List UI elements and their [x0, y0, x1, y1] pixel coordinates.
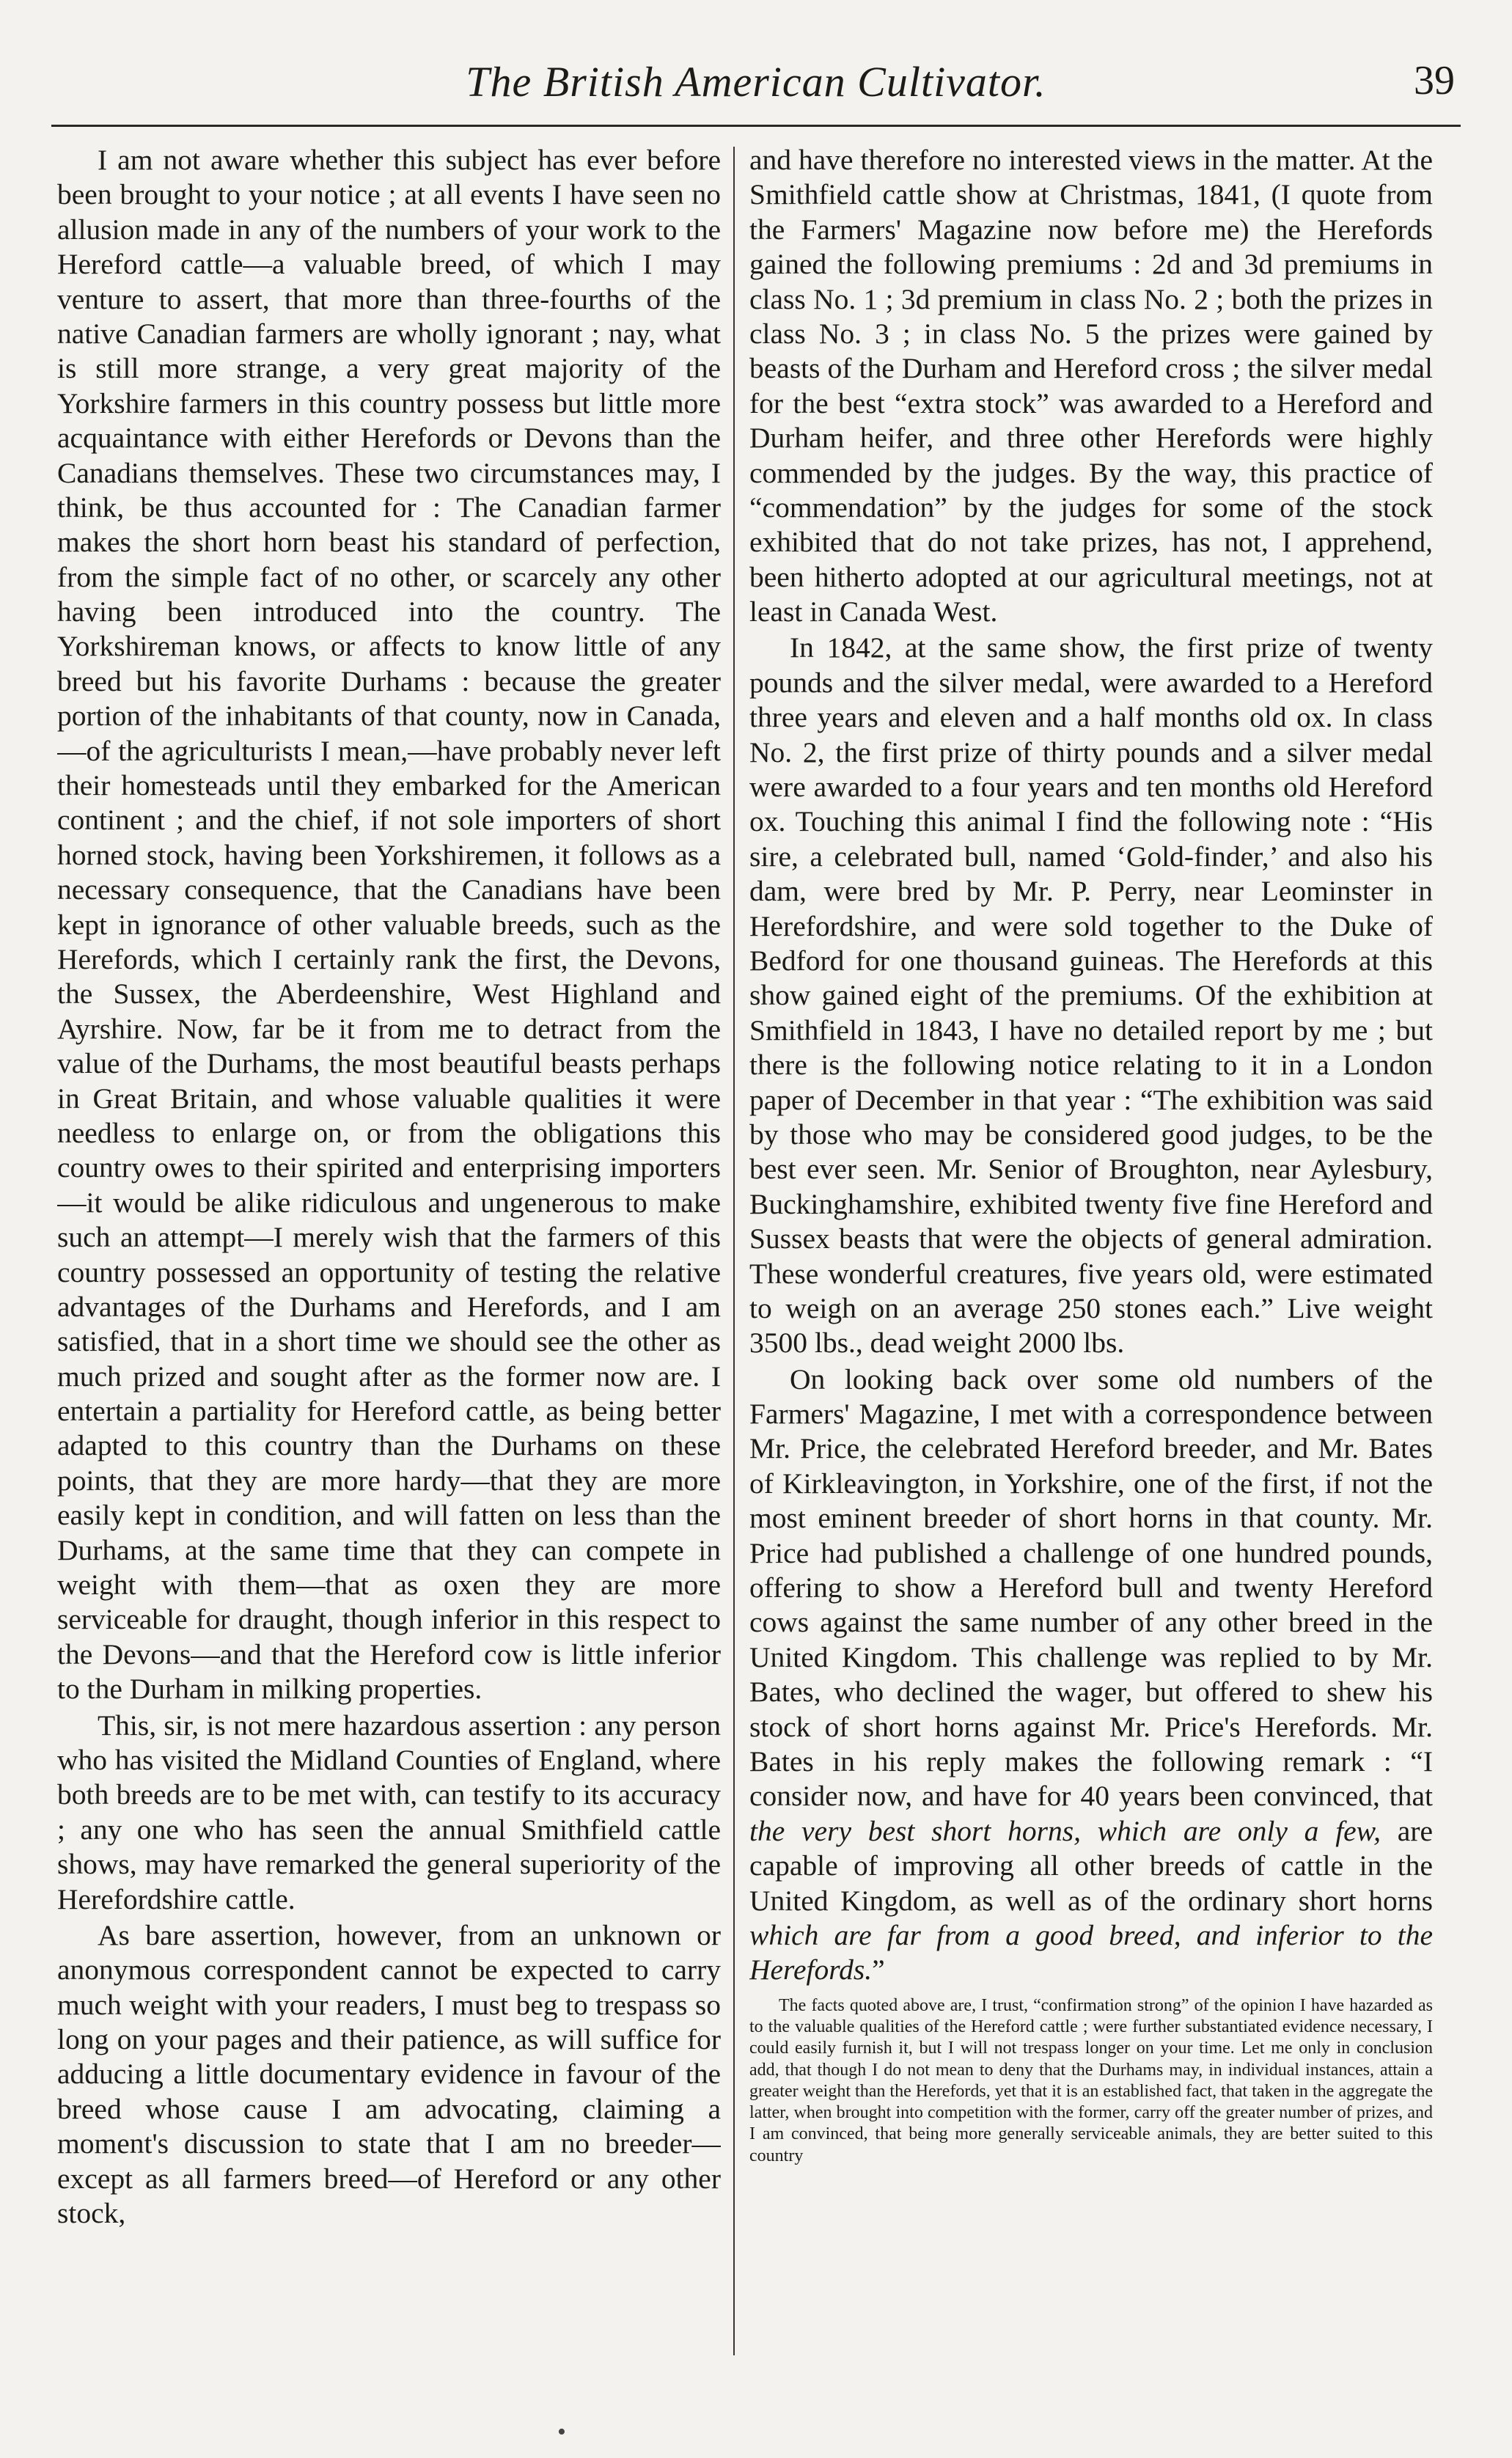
footer-mark: •: [557, 2418, 566, 2446]
page-header: [51, 44, 1461, 127]
left-column: [57, 143, 721, 2363]
paragraph: This, sir, is not mere hazardous assertion : any person who has visited the Midland Counties of England, where both breeds are to be met with, can testify to its accuracy ; any one who has seen the annual Smithfield cattle shows, may have remarked the general superiority of the Herefordshire cattle.: [57, 1709, 721, 1915]
italic-quote: which are far from a good breed, and inferior to the Herefords.: [749, 1918, 1433, 1986]
paragraph: and have therefore no interested views in the matter. At the Smithfield cattle show at Christmas, 1841, (I quote from the Farmers' Magazine now before me) the Herefords gained the following premiums : 2d and 3d premiums in class No. 1 ; 3d premium in class No. 2 ; both the prizes in class No. 3 ; in class No. 5 the prizes were gained by beasts of the Durham and Hereford cross ; the silver medal for the best “extra stock” was awarded to a Hereford and Durham heifer, and three other Herefords were highly commended by the judges. By the way, this practice of “commendation” by the judges for some of the stock exhibited that do not take prizes, has not, I apprehend, been hitherto adopted at our agricultural meetings, not at least in Canada West.: [749, 144, 1433, 628]
text-run: On looking back over some old numbers of the Farmers' Magazine, I met with a correspondence between Mr. Price, the celebrated Hereford breeder, and Mr. Bates of Kirkleavington, in Yorkshire, one of the first, if not the most eminent breeder of short horns in that county. Mr. Price had published a challenge of one hundred pounds, offering to show a Hereford bull and twenty Hereford cows against the same number of any other breed in the United Kingdom. This challenge was replied to by Mr. Bates, who declined the wager, but offered to shew his stock of short horns against Mr. Price's Herefords. Mr. Bates in his reply makes the following remark : “I consider now, and have for 40 years been convinced, that: [749, 1362, 1433, 1813]
italic-quote: the very best short horns, which are only a few,: [749, 1814, 1381, 1847]
page-number: 39: [1414, 58, 1455, 103]
column-divider: [733, 147, 735, 2355]
footnote-text: The facts quoted above are, I trust, “confirmation strong” of the opinion I have hazarded as to the valuable qualities of the Hereford cattle ; were further substantiated evidence necessary, I could easily furnish it, but I will not trespass longer on your time. Let me only in conclusion add, that though I do not mean to deny that the Durhams may, in individual instances, attain a greater weight than the Herefords, yet that it is an established fact, that taken in the aggregate the latter, when brought into competition with the former, carry off the greater number of prizes, and I am convinced, that being more generally serviceable animals, they are better suited to this country: [749, 1995, 1433, 2165]
text-run: are capable of improving all other breeds of cattle in the United Kingdom, as well as of the ordinary short horns: [749, 1814, 1433, 1917]
right-column: [749, 143, 1433, 2363]
footnote: [749, 1995, 1433, 2167]
paragraph: As bare assertion, however, from an unknown or anonymous correspondent cannot be expected to carry much weight with your readers, I must beg to trespass so long on your pages and their patience, as will suffice for adducing a little documentary evidence in favour of the breed whose cause I am advocating, claiming a moment's discussion to state that I am no breeder—except as all farmers breed—of Hereford or any other stock,: [57, 1918, 721, 2230]
closing-quote: ”: [872, 1953, 885, 1986]
paragraph: I am not aware whether this subject has ever before been brought to your notice ; at all events I have seen no allusion made in any of the numbers of your work to the Hereford cattle—a valuable breed, of which I may venture to assert, that more than three-fourths of the native Canadian farmers are wholly ignorant ; nay, what is still more strange, a very great majority of the Yorkshire farmers in this country possess but little more acquaintance with either Herefords or Devons than the Canadians themselves. These two circumstances may, I think, be thus accounted for : The Canadian farmer makes the short horn beast his standard of perfection, from the simple fact of no other, or scarcely any other having been introduced into the country. The Yorkshireman knows, or affects to know little of any breed but his favorite Durhams : because the greater portion of the inhabitants of that county, now in Canada,—of the agriculturists I mean,—have probably never left their homesteads until they embarked for the American continent ; and the chief, if not sole importers of short horned stock, having been Yorkshiremen, it follows as a necessary consequence, that the Canadians have been kept in ignorance of other valuable breeds, such as the Herefords, which I certainly rank the first, the Devons, the Sussex, the Aberdeenshire, West Highland and Ayrshire. Now, far be it from me to detract from the value of the Durhams, the most beautiful beasts perhaps in Great Britain, and whose valuable qualities it were needless to enlarge on, or from the obligations this country owes to their spirited and enterprising importers—it would be alike ridiculous and ungenerous to make such an attempt—I merely wish that the farmers of this country possessed an opportunity of testing the relative advantages of the Durhams and Herefords, and I am satisfied, that in a short time we should see the other as much prized and sought after as the former now are. I entertain a partiality for Hereford cattle, as being better adapted to this country than the Durhams on these points, that they are more hardy—that they are more easily kept in condition, and will fatten on less than the Durhams, at the same time that they can compete in weight with them—that as oxen they are more serviceable for draught, though inferior in this respect to the Devons—and that the Hereford cow is little inferior to the Durham in milking properties.: [57, 144, 721, 1706]
paragraph: In 1842, at the same show, the first prize of twenty pounds and the silver medal, were awarded to a Hereford three years and eleven and a half months old ox. In class No. 2, the first prize of thirty pounds and a silver medal were awarded to a four years and ten months old Hereford ox. Touching this animal I find the following note : “His sire, a celebrated bull, named ‘Gold-finder,’ and also his dam, were bred by Mr. P. Perry, near Leominster in Herefordshire, and were sold together to the Duke of Bedford for one thousand guineas. The Herefords at this show gained eight of the premiums. Of the exhibition at Smithfield in 1843, I have no detailed report by me ; but there is the following notice relating to it in a London paper of December in that year : “The exhibition was said by those who may be considered good judges, to be the best ever seen. Mr. Senior of Broughton, near Aylesbury, Buckinghamshire, exhibited twenty five fine Hereford and Sussex beasts that were the objects of general admiration. These wonderful creatures, five years old, were estimated to weigh on an average 250 stones each.” Live weight 3500 lbs., dead weight 2000 lbs.: [749, 631, 1433, 1360]
paragraph: [749, 1362, 1433, 1988]
running-title: The British American Cultivator.: [466, 58, 1046, 106]
